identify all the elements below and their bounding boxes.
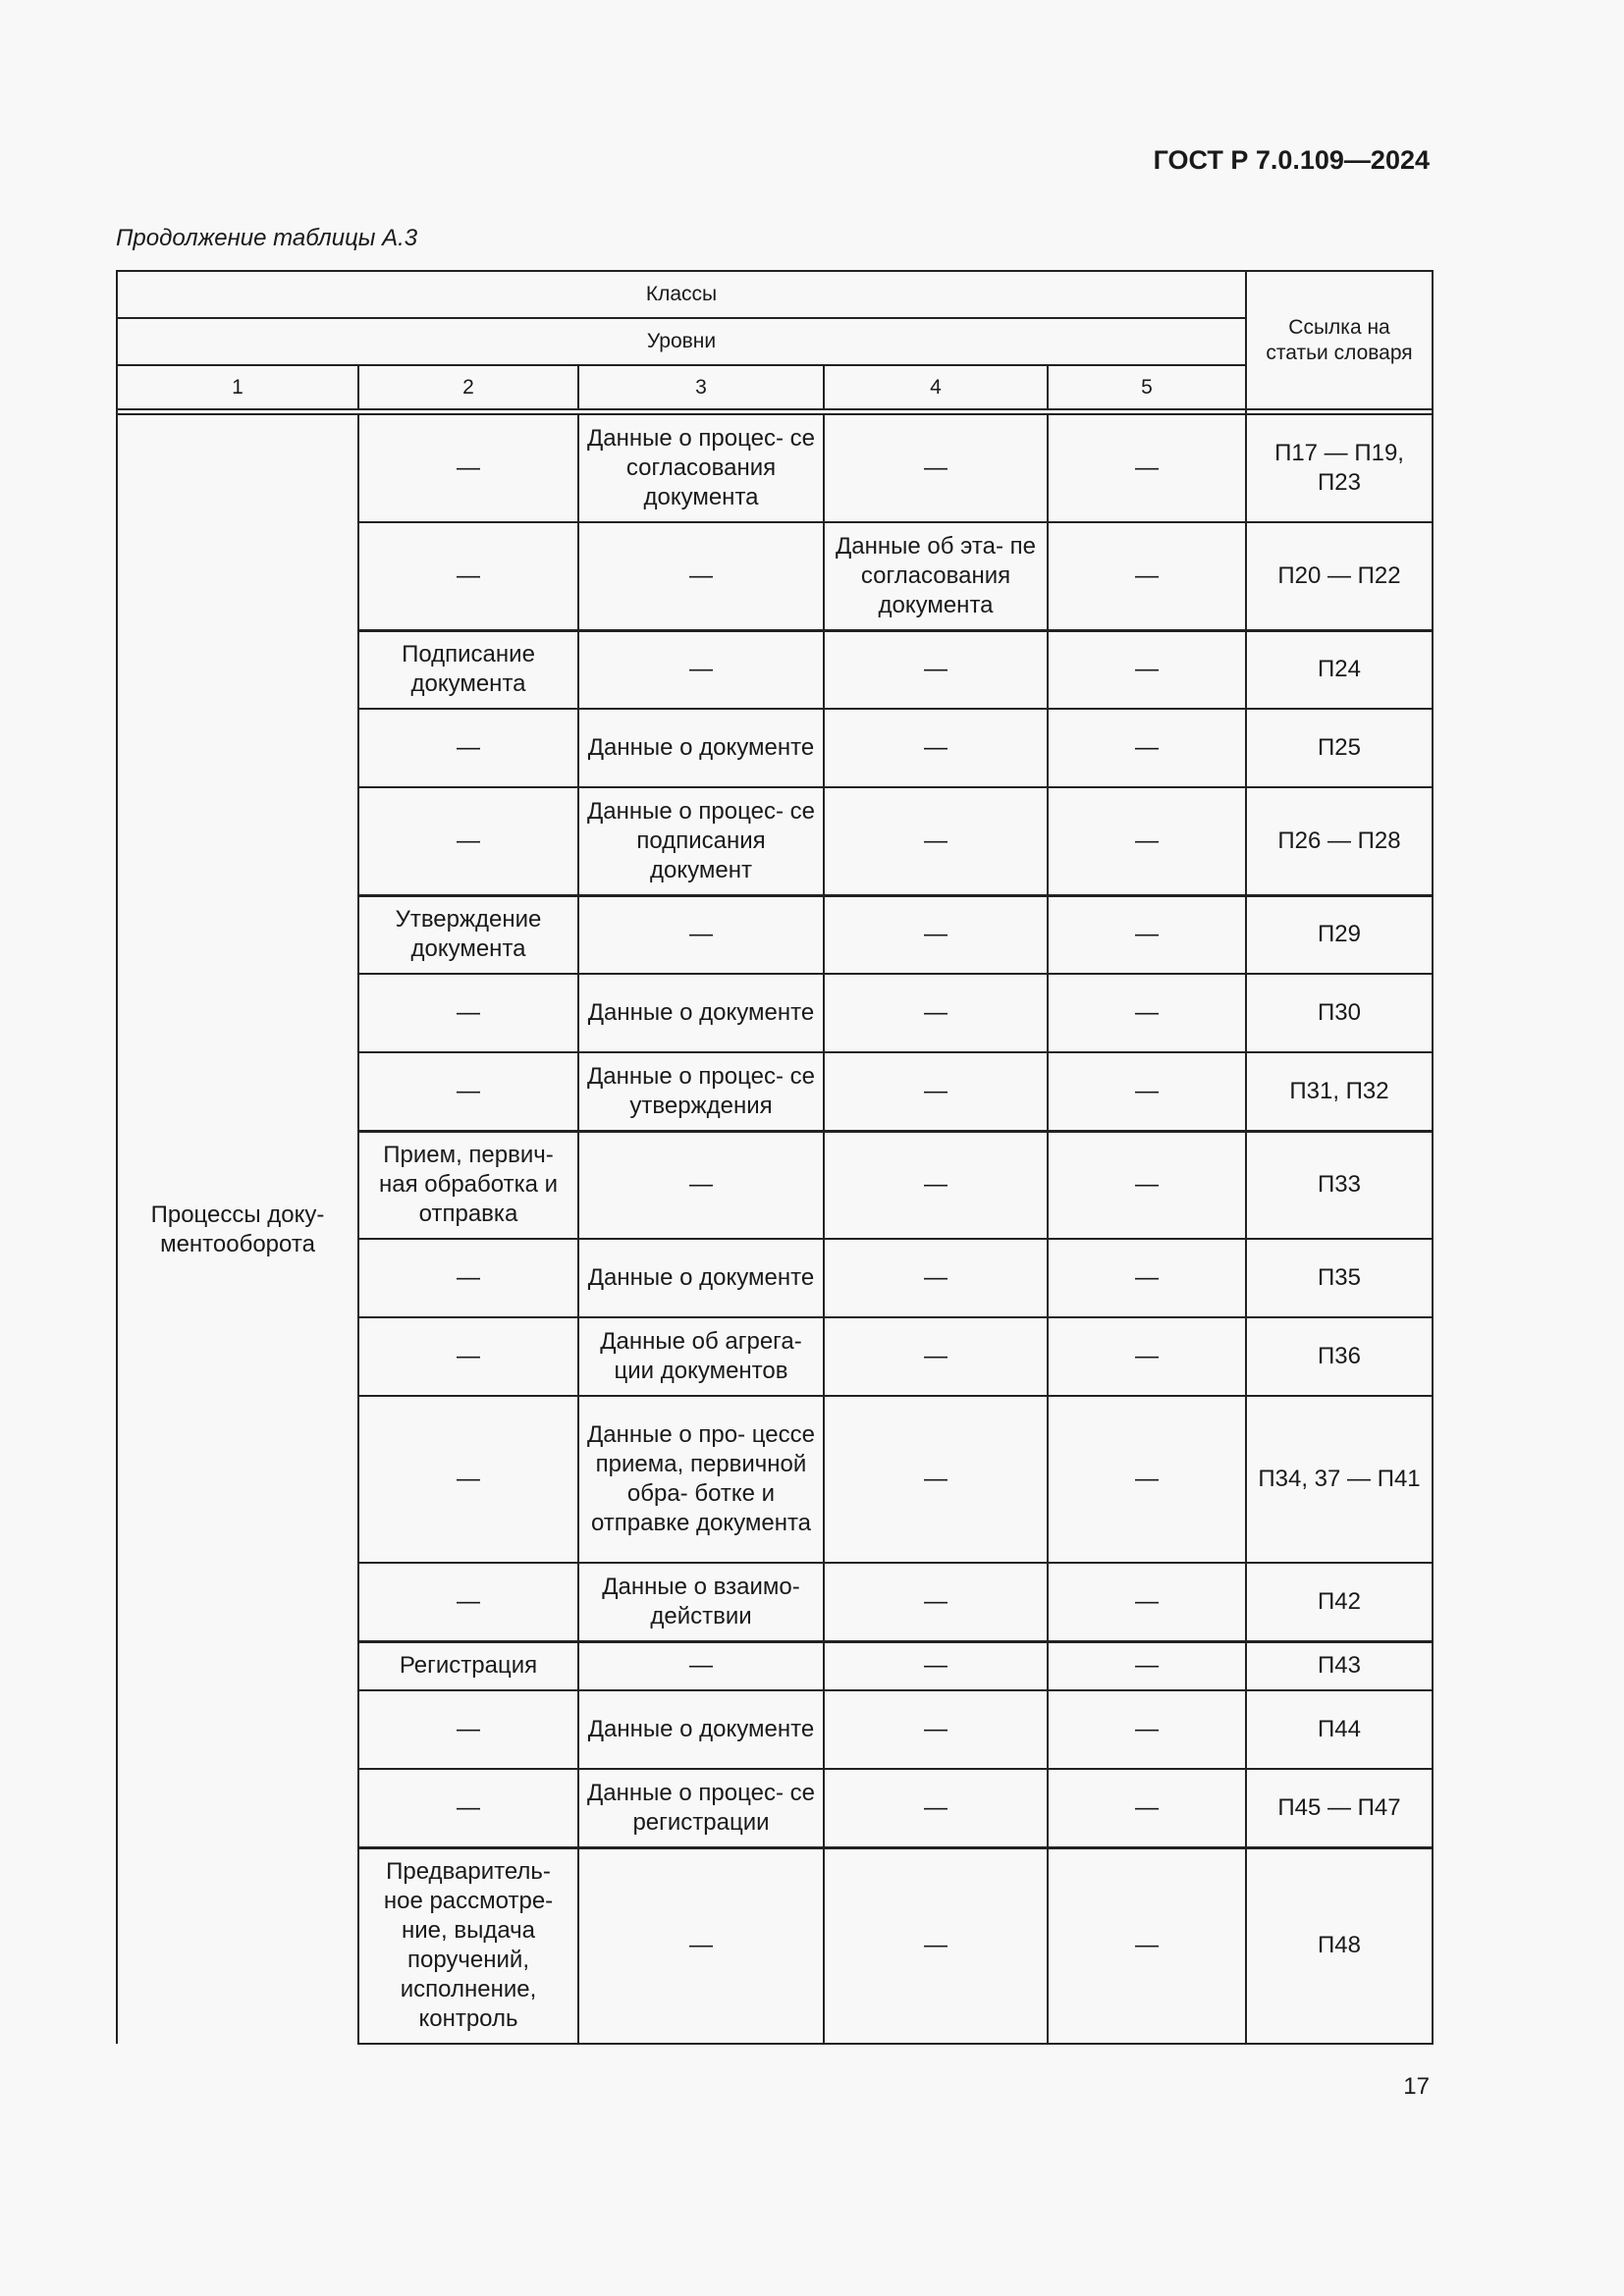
level-4-cell: — [824, 709, 1048, 787]
level-4-cell: — [824, 787, 1048, 895]
level-4-cell: Данные об эта- пе согласования документа [824, 522, 1048, 630]
level-5-cell: — [1048, 1563, 1246, 1641]
level-5-cell: — [1048, 1641, 1246, 1690]
level-3-cell: Данные о документе [578, 709, 824, 787]
level-4-cell: — [824, 895, 1048, 974]
header-reference-line2: статьи словаря [1266, 341, 1413, 364]
group-label-line2: ментооборота [160, 1230, 315, 1257]
reference-cell: П31, П32 [1246, 1052, 1433, 1131]
level-3-cell: Данные о процес- се подписания документ [578, 787, 824, 895]
level-5-cell: — [1048, 1769, 1246, 1847]
level-2-cell: Подписание документа [358, 630, 578, 709]
level-2-cell: Регистрация [358, 1641, 578, 1690]
level-2-cell: Предваритель- ное рассмотре- ние, выдача поручений, исполнение, контроль [358, 1847, 578, 2044]
level-3-cell: Данные о документе [578, 974, 824, 1052]
column-number-4: 4 [824, 365, 1048, 409]
level-2-cell: — [358, 1690, 578, 1769]
reference-cell: П44 [1246, 1690, 1433, 1769]
level-3-cell: — [578, 1641, 824, 1690]
level-3-cell: — [578, 522, 824, 630]
level-3-cell: — [578, 1131, 824, 1239]
level-2-cell: — [358, 414, 578, 522]
level-4-cell: — [824, 1641, 1048, 1690]
level-5-cell: — [1048, 709, 1246, 787]
header-reference-line1: Ссылка на [1288, 315, 1390, 339]
level-5-cell: — [1048, 895, 1246, 974]
level-2-cell: — [358, 1052, 578, 1131]
table-body [117, 414, 1433, 2044]
level-4-cell: — [824, 1769, 1048, 1847]
level-2-cell: — [358, 1317, 578, 1396]
level-5-cell: — [1048, 787, 1246, 895]
level-3-cell: — [578, 895, 824, 974]
level-5-cell: — [1048, 1847, 1246, 2044]
level-4-cell: — [824, 1317, 1048, 1396]
level-4-cell: — [824, 1131, 1048, 1239]
reference-cell: П45 — П47 [1246, 1769, 1433, 1847]
level-3-cell: — [578, 630, 824, 709]
level-2-cell: — [358, 1239, 578, 1317]
level-2-cell: Утверждение документа [358, 895, 578, 974]
level-4-cell: — [824, 974, 1048, 1052]
column-number-2: 2 [358, 365, 578, 409]
reference-cell: П29 [1246, 895, 1433, 974]
level-5-cell: — [1048, 522, 1246, 630]
level-3-cell: Данные о процес- се регистрации [578, 1769, 824, 1847]
header-reference [1246, 271, 1433, 409]
level-4-cell: — [824, 1563, 1048, 1641]
reference-cell: П33 [1246, 1131, 1433, 1239]
level-3-cell: Данные о про- цессе приема, первичной обра- ботке и отправке документа [578, 1396, 824, 1563]
header-classes: Классы [117, 271, 1246, 318]
level-5-cell: — [1048, 414, 1246, 522]
reference-cell: П17 — П19, П23 [1246, 414, 1433, 522]
table-row [117, 414, 1433, 522]
level-2-cell: — [358, 1563, 578, 1641]
level-5-cell: — [1048, 1052, 1246, 1131]
level-5-cell: — [1048, 1396, 1246, 1563]
reference-cell: П24 [1246, 630, 1433, 709]
reference-cell: П42 [1246, 1563, 1433, 1641]
reference-cell: П26 — П28 [1246, 787, 1433, 895]
reference-cell: П36 [1246, 1317, 1433, 1396]
level-5-cell: — [1048, 1131, 1246, 1239]
level-3-cell: Данные о документе [578, 1239, 824, 1317]
reference-cell: П20 — П22 [1246, 522, 1433, 630]
level-2-cell: — [358, 709, 578, 787]
column-number-1: 1 [117, 365, 358, 409]
reference-cell: П35 [1246, 1239, 1433, 1317]
level-3-cell: Данные о процес- се согласования документа [578, 414, 824, 522]
classification-table [116, 270, 1434, 2045]
level-3-cell: Данные о взаимо- действии [578, 1563, 824, 1641]
level-5-cell: — [1048, 1690, 1246, 1769]
level-5-cell: — [1048, 1239, 1246, 1317]
level-2-cell: Прием, первич- ная обработка и отправка [358, 1131, 578, 1239]
column-number-5: 5 [1048, 365, 1246, 409]
column-number-3: 3 [578, 365, 824, 409]
level-4-cell: — [824, 630, 1048, 709]
level-3-cell: Данные о процес- се утверждения [578, 1052, 824, 1131]
level-2-cell: — [358, 1396, 578, 1563]
level-3-cell: Данные о документе [578, 1690, 824, 1769]
level-3-cell: Данные об агрега- ции документов [578, 1317, 824, 1396]
header-levels: Уровни [117, 318, 1246, 365]
table-caption: Продолжение таблицы А.3 [116, 225, 418, 251]
level-4-cell: — [824, 1052, 1048, 1131]
level-5-cell: — [1048, 630, 1246, 709]
level-2-cell: — [358, 787, 578, 895]
level-2-cell: — [358, 974, 578, 1052]
level-4-cell: — [824, 1847, 1048, 2044]
page-number: 17 [1403, 2073, 1430, 2100]
level-2-cell: — [358, 1769, 578, 1847]
reference-cell: П43 [1246, 1641, 1433, 1690]
level-3-cell: — [578, 1847, 824, 2044]
level-2-cell: — [358, 522, 578, 630]
reference-cell: П48 [1246, 1847, 1433, 2044]
group-label [117, 414, 358, 2044]
reference-cell: П34, 37 — П41 [1246, 1396, 1433, 1563]
level-5-cell: — [1048, 1317, 1246, 1396]
level-4-cell: — [824, 1690, 1048, 1769]
reference-cell: П25 [1246, 709, 1433, 787]
group-label-line1: Процессы доку- [150, 1201, 325, 1228]
level-4-cell: — [824, 414, 1048, 522]
reference-cell: П30 [1246, 974, 1433, 1052]
document-code: ГОСТ Р 7.0.109—2024 [1153, 145, 1430, 175]
level-5-cell: — [1048, 974, 1246, 1052]
level-4-cell: — [824, 1239, 1048, 1317]
level-4-cell: — [824, 1396, 1048, 1563]
